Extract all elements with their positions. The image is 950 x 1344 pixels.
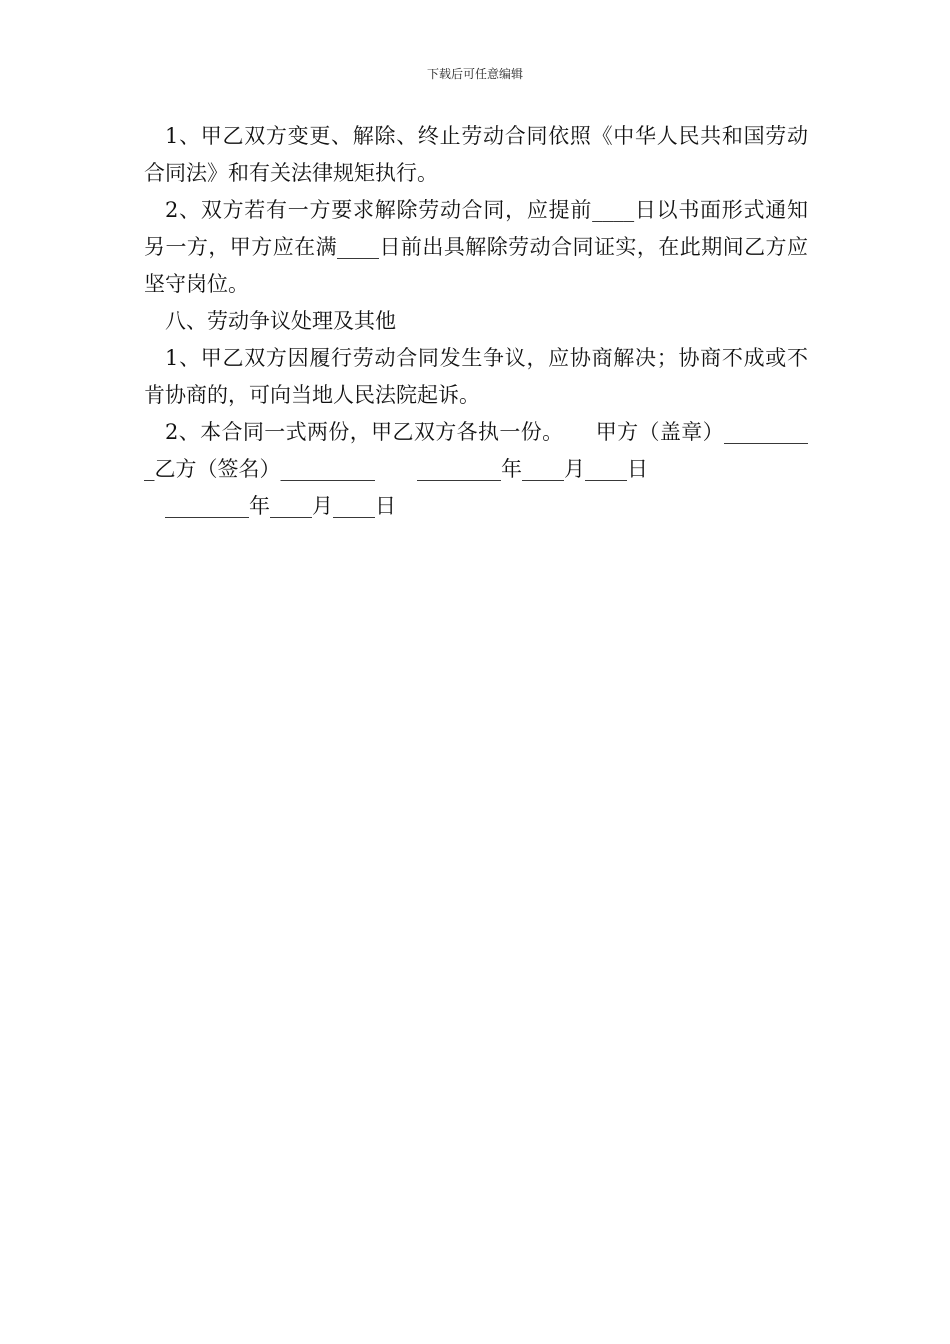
clause-paragraph: 1、甲乙双方因履行劳动合同发生争议，应协商解决；协商不成或不肯协商的，可向当地人民法院起诉。 bbox=[144, 346, 808, 407]
clause-paragraph: 2、双方若有一方要求解除劳动合同，应提前____日以书面形式通知另一方，甲方应在满____日前出具解除劳动合同证实，在此期间乙方应坚守岗位。 bbox=[144, 198, 808, 296]
document-body bbox=[144, 118, 808, 525]
signature-date-line: ________年____月____日 bbox=[165, 494, 396, 518]
signature-paragraph: 2、本合同一式两份，甲乙双方各执一份。 甲方（盖章）_________乙方（签名）_________ ________年____月____日 bbox=[144, 420, 808, 481]
clause-paragraph: 1、甲乙双方变更、解除、终止劳动合同依照《中华人民共和国劳动合同法》和有关法律规矩执行。 bbox=[144, 124, 808, 185]
section-heading: 八、劳动争议处理及其他 bbox=[165, 309, 396, 333]
page-header-note: 下载后可任意编辑 bbox=[426, 67, 523, 81]
